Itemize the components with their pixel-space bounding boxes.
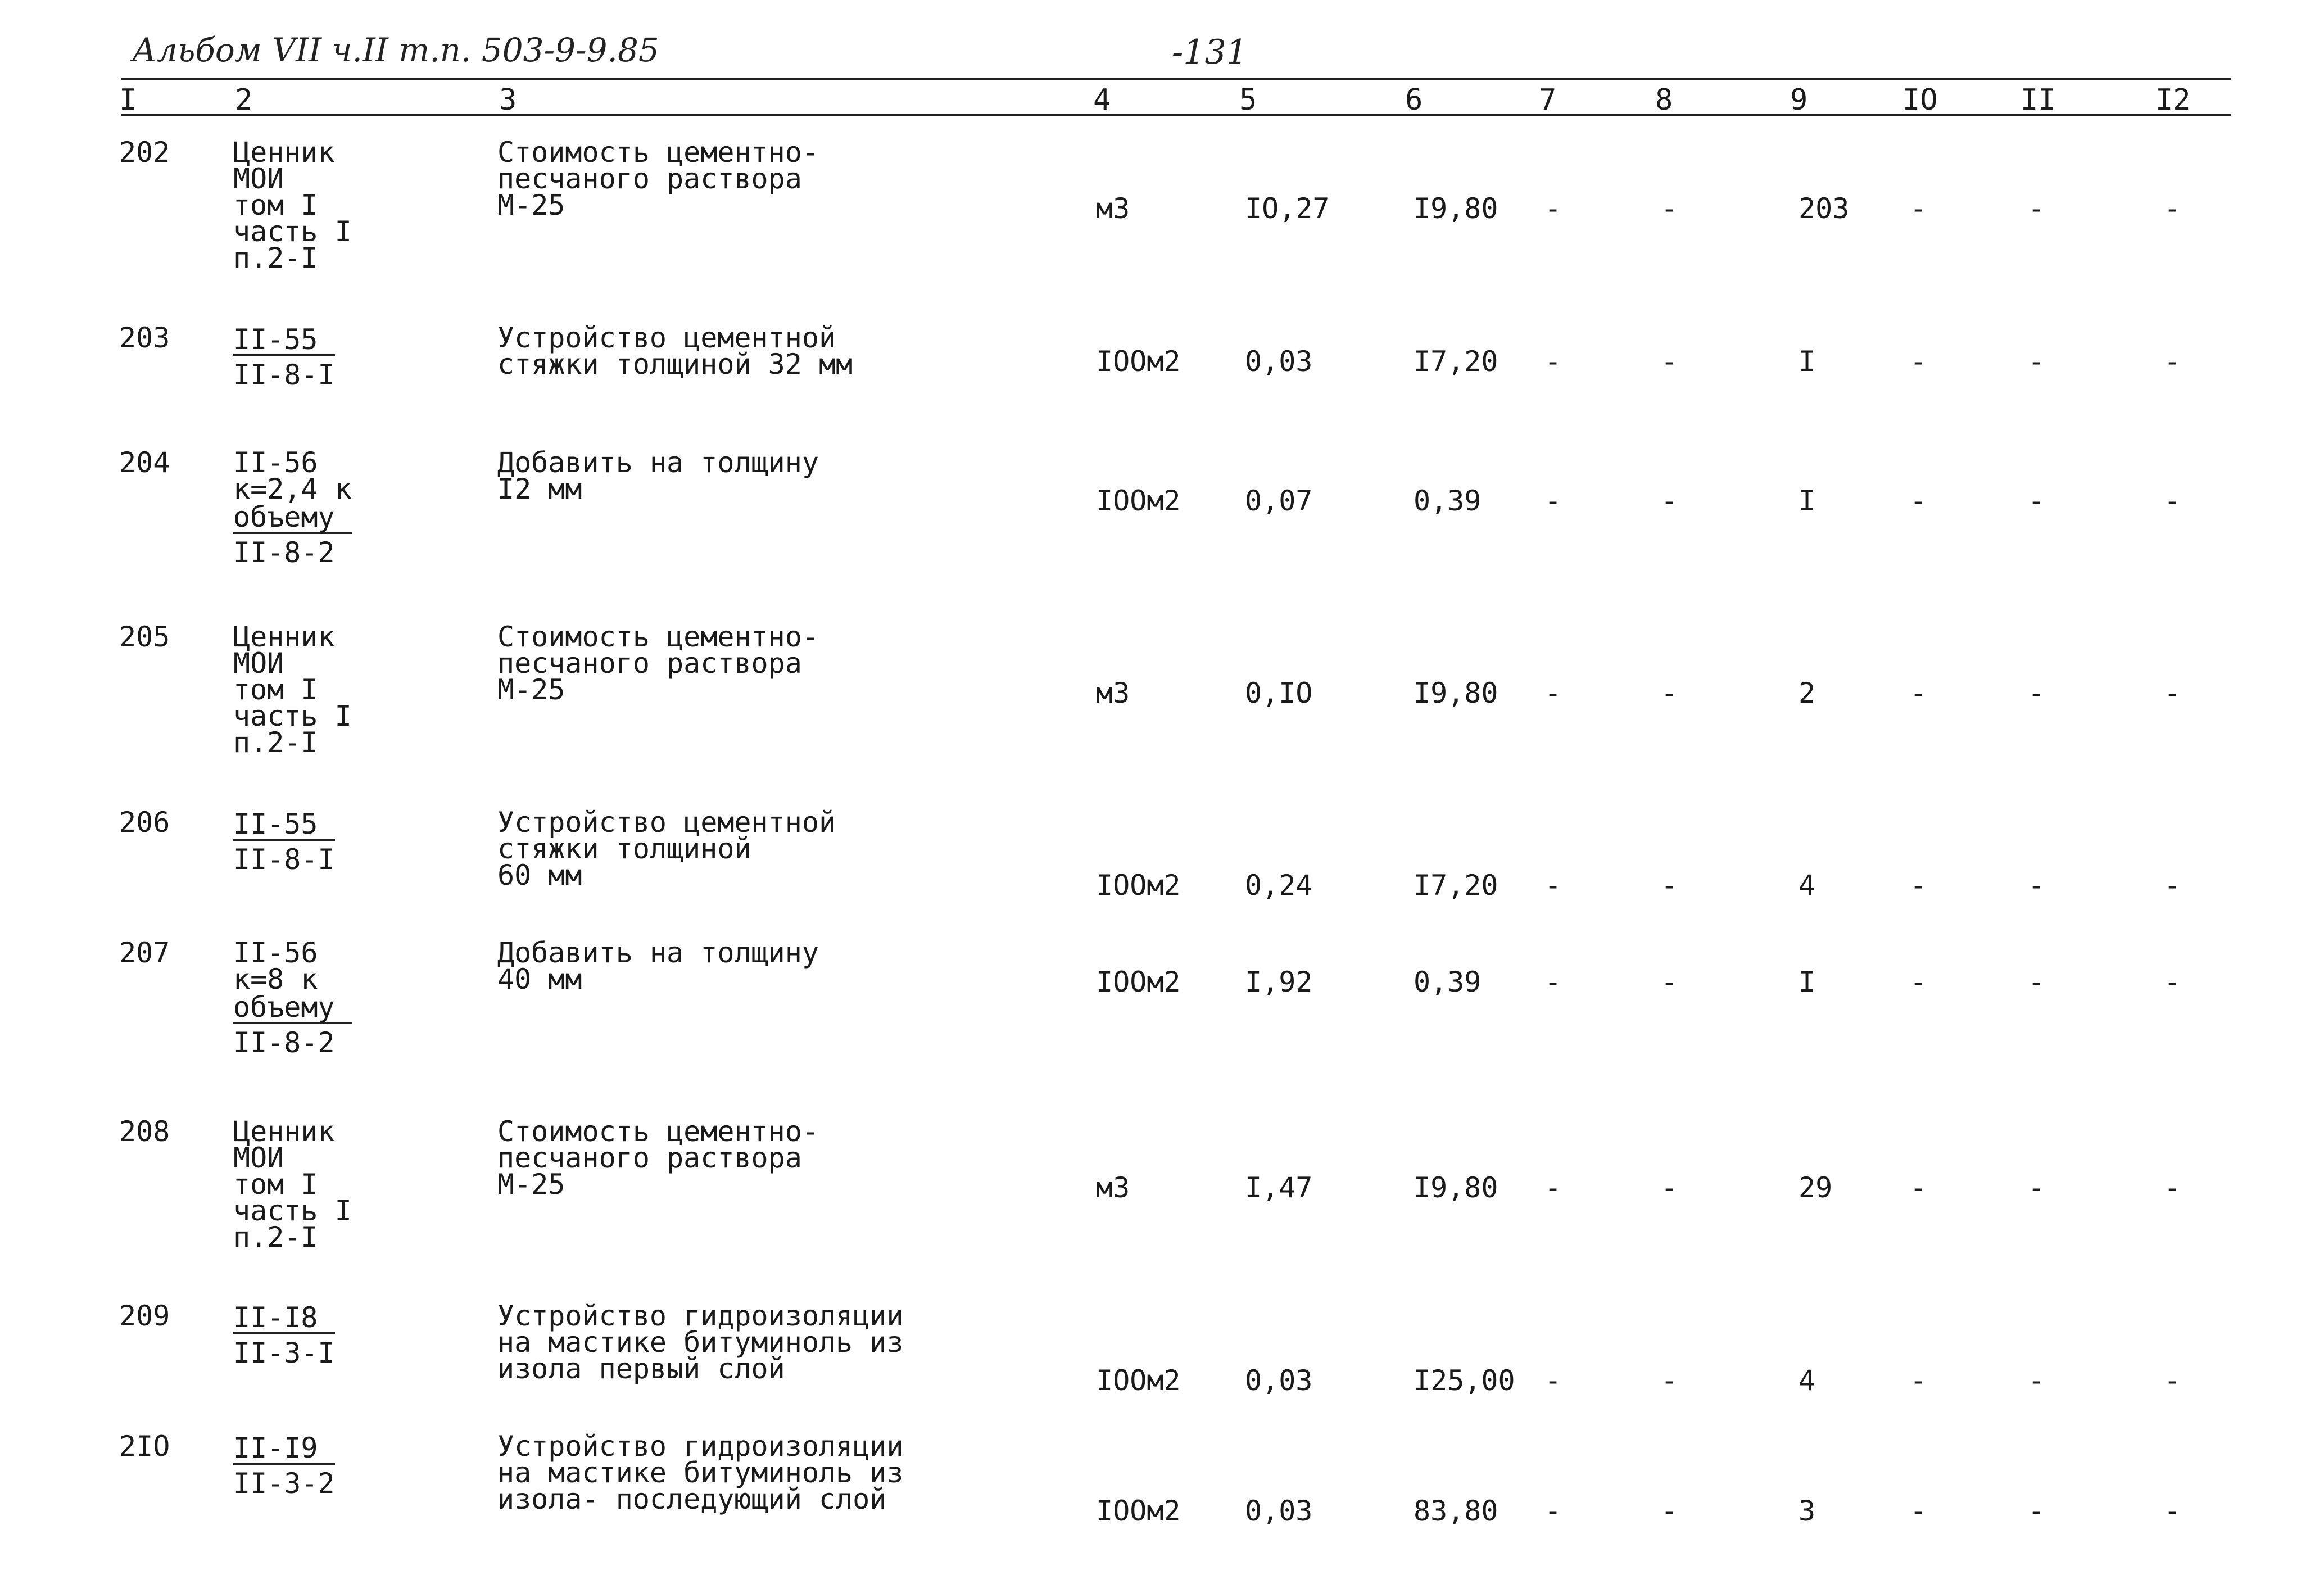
price-cell: I9,80 [1414,192,1498,225]
code-line: п.2-I [233,1221,318,1253]
description-line: Стоимость цементно- [497,1115,819,1148]
unit-cell: м3 [1096,1171,1130,1204]
description-cell [497,1115,819,1201]
description-cell [497,1300,904,1385]
code-line: к=2,4 к [233,473,352,505]
column-9-cell: I [1799,485,1816,517]
price-cell: I7,20 [1414,345,1498,378]
code-line: том I [233,1168,318,1201]
code-line: II-8-2 [233,1026,335,1059]
code-line: часть I [233,700,352,732]
code-line: II-8-I [233,843,335,876]
column-9-cell: 29 [1799,1171,1833,1204]
column-12-cell: - [2164,192,2181,225]
unit-cell: IOOм2 [1096,1495,1181,1527]
unit-cell: м3 [1096,677,1130,709]
code-line: II-I9 [233,1433,335,1465]
description-line: стяжки толщиной 32 мм [497,348,853,381]
code-cell [233,936,352,1059]
code-cell [233,1115,352,1253]
column-7-cell: - [1544,1171,1562,1204]
quantity-cell: 0,07 [1245,485,1313,517]
column-8-cell: - [1661,677,1678,709]
column-9-cell: I [1799,966,1816,998]
code-line: II-3-I [233,1337,335,1369]
column-11-cell: - [2028,677,2045,709]
unit-cell: IOOм2 [1096,966,1181,998]
column-7-cell: - [1544,485,1562,517]
code-line: II-8-2 [233,536,335,569]
column-11-cell: - [2028,345,2045,378]
row-number: 202 [119,136,170,169]
code-line: II-3-2 [233,1467,335,1500]
column-8-cell: - [1661,1364,1678,1397]
column-8-cell: - [1661,192,1678,225]
column-header-10: IO [1902,83,1938,117]
description-line: М-25 [497,189,565,221]
column-11-cell: - [2028,966,2045,998]
column-9-cell: I [1799,345,1816,378]
column-header-7: 7 [1539,83,1557,117]
code-line: том I [233,673,318,706]
column-10-cell: - [1910,677,1927,709]
column-12-cell: - [2164,1171,2181,1204]
column-12-cell: - [2164,1364,2181,1397]
quantity-cell: 0,03 [1245,1364,1313,1397]
price-cell: I9,80 [1414,1171,1498,1204]
description-line: песчаного раствора [497,1142,802,1174]
column-header-8: 8 [1655,83,1673,117]
quantity-cell: I,47 [1245,1171,1313,1204]
column-7-cell: - [1544,1495,1562,1527]
description-line: песчаного раствора [497,162,802,195]
code-cell [233,446,352,569]
column-header-5: 5 [1239,83,1257,117]
column-9-cell: 3 [1799,1495,1816,1527]
column-8-cell: - [1661,1171,1678,1204]
description-cell [497,136,819,221]
column-10-cell: - [1910,1171,1927,1204]
description-line: М-25 [497,1168,565,1201]
code-line: объему [233,993,352,1024]
code-line: II-55 [233,809,335,841]
code-line: II-55 [233,325,335,356]
description-line: 60 мм [497,859,582,891]
description-cell [497,621,819,706]
column-11-cell: - [2028,1171,2045,1204]
column-header-12: I2 [2155,83,2191,117]
column-8-cell: - [1661,485,1678,517]
unit-cell: IOOм2 [1096,345,1181,378]
quantity-cell: 0,03 [1245,345,1313,378]
code-line: к=8 к [233,963,318,995]
description-line: на мастике битуминоль из [497,1456,904,1489]
description-line: на мастике битуминоль из [497,1326,904,1359]
code-line: часть I [233,215,352,248]
description-line: Добавить на толщину [497,936,819,969]
code-line: объему [233,503,352,534]
column-header-4: 4 [1093,83,1111,117]
column-10-cell: - [1910,966,1927,998]
price-cell: I9,80 [1414,677,1498,709]
code-line: II-8-I [233,359,335,391]
column-10-cell: - [1910,345,1927,378]
code-cell [233,1301,335,1369]
description-line: Добавить на толщину [497,446,819,479]
column-header-1: I [119,83,137,117]
column-7-cell: - [1544,966,1562,998]
code-line: Ценник [233,136,335,169]
column-11-cell: - [2028,485,2045,517]
column-11-cell: - [2028,1364,2045,1397]
column-8-cell: - [1661,1495,1678,1527]
column-7-cell: - [1544,192,1562,225]
column-8-cell: - [1661,966,1678,998]
code-line: МОИ [233,1142,284,1174]
description-line: песчаного раствора [497,647,802,680]
column-7-cell: - [1544,869,1562,902]
row-number: 208 [119,1115,170,1148]
quantity-cell: 0,24 [1245,869,1313,902]
description-line: I2 мм [497,473,582,505]
column-12-cell: - [2164,345,2181,378]
column-header-11: II [2021,83,2056,117]
column-7-cell: - [1544,345,1562,378]
description-line: Стоимость цементно- [497,621,819,653]
price-cell: 0,39 [1414,485,1482,517]
price-cell: I7,20 [1414,869,1498,902]
code-cell [233,136,352,274]
column-header-2: 2 [235,83,253,117]
code-cell [233,1432,335,1500]
description-line: Устройство гидроизоляции [497,1430,904,1463]
quantity-cell: I,92 [1245,966,1313,998]
column-12-cell: - [2164,869,2181,902]
column-header-3: 3 [499,83,517,117]
page-number: -131 [1172,33,1248,72]
code-cell [233,808,335,876]
column-header-9: 9 [1790,83,1808,117]
description-cell [497,446,819,505]
price-cell: 0,39 [1414,966,1482,998]
code-line: п.2-I [233,726,318,759]
column-11-cell: - [2028,1495,2045,1527]
code-line: Ценник [233,1115,335,1148]
row-number: 2IO [119,1430,170,1463]
column-9-cell: 2 [1799,677,1816,709]
description-cell [497,936,819,995]
description-line: Устройство цементной [497,806,836,839]
row-number: 206 [119,806,170,839]
description-line: изола первый слой [497,1352,785,1385]
column-11-cell: - [2028,869,2045,902]
description-line: 40 мм [497,963,582,995]
column-12-cell: - [2164,966,2181,998]
row-number: 205 [119,621,170,653]
unit-cell: IOOм2 [1096,485,1181,517]
column-10-cell: - [1910,192,1927,225]
description-cell [497,806,836,891]
column-9-cell: 203 [1799,192,1850,225]
column-10-cell: - [1910,1364,1927,1397]
column-7-cell: - [1544,677,1562,709]
unit-cell: IOOм2 [1096,869,1181,902]
column-7-cell: - [1544,1364,1562,1397]
quantity-cell: IO,27 [1245,192,1330,225]
code-line: II-I8 [233,1303,335,1334]
column-header-6: 6 [1405,83,1423,117]
price-cell: 83,80 [1414,1495,1498,1527]
code-line: п.2-I [233,242,318,274]
column-8-cell: - [1661,345,1678,378]
code-cell [233,621,352,759]
code-line: II-56 [233,446,318,479]
column-10-cell: - [1910,869,1927,902]
description-line: изола- последующий слой [497,1483,887,1515]
code-line: МОИ [233,647,284,680]
row-number: 203 [119,322,170,354]
column-12-cell: - [2164,677,2181,709]
unit-cell: IOOм2 [1096,1364,1181,1397]
description-line: М-25 [497,673,565,706]
column-10-cell: - [1910,485,1927,517]
code-line: II-56 [233,936,318,969]
column-10-cell: - [1910,1495,1927,1527]
header-rule-top [121,78,2231,80]
code-cell [233,323,335,391]
description-line: Устройство гидроизоляции [497,1300,904,1332]
column-12-cell: - [2164,1495,2181,1527]
description-line: стяжки толщиной [497,832,751,865]
code-line: Ценник [233,621,335,653]
description-line: Устройство цементной [497,322,836,354]
row-number: 209 [119,1300,170,1332]
code-line: МОИ [233,162,284,195]
code-line: том I [233,189,318,221]
code-line: часть I [233,1194,352,1227]
price-cell: I25,00 [1414,1364,1515,1397]
column-8-cell: - [1661,869,1678,902]
column-9-cell: 4 [1799,1364,1816,1397]
quantity-cell: 0,03 [1245,1495,1313,1527]
description-cell [497,1430,904,1515]
row-number: 204 [119,446,170,479]
description-cell [497,322,853,381]
document-title: Альбом VII ч.II т.п. 503-9-9.85 [132,31,659,69]
row-number: 207 [119,936,170,969]
description-line: Стоимость цементно- [497,136,819,169]
column-12-cell: - [2164,485,2181,517]
column-9-cell: 4 [1799,869,1816,902]
quantity-cell: 0,IO [1245,677,1313,709]
column-11-cell: - [2028,192,2045,225]
unit-cell: м3 [1096,192,1130,225]
